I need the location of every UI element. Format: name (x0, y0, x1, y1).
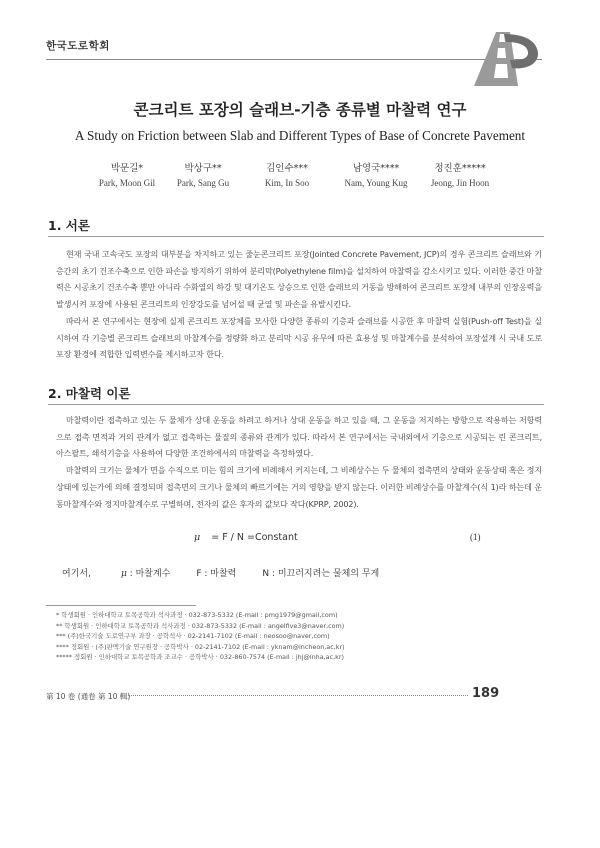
author-name-korean: 박문길* (110, 163, 144, 174)
n-definition: N : 미끄러지려는 물체의 무게 (262, 569, 380, 579)
author (331, 160, 421, 188)
road-perspective-logo-icon (460, 28, 540, 86)
paragraph: 따라서 본 연구에서는 현장에 실제 콘크리트 포장체를 모사한 다양한 종류의 기층과 슬래브를 시공한 후 마찰력 실험(Push-off Test)을 실시하여 각 기층별 콘크리트 슬래브의 마찰계수를 정량화 하고 분리막 시공 유무에 따른 효용성 및 마찰계수를 분석하여 포장설계 시 국내 도로 포장 환경에 적합한 입력변수를 제시하고자 한다. (56, 315, 542, 360)
paragraph: 현재 국내 고속국도 포장의 대부분을 차지하고 있는 줄눈콘크리트 포장(Jointed Concrete Pavement, JCP)의 경우 콘크리트 슬래브와 기층간의 초기 건조수축으로 인한 파손을 방지하기 위하여 분리막(Polyethylene film)을 설치하여 마찰력을 감소시키고 있다. 이러한 중간 마찰력은 시공초기 건조수축 뿐만 아니라 수화열의 하강 및 대기온도 상승으로 인한 슬래브의 거동을 방해하여 콘크리트 포장체 내부의 인장응력을 발생시켜 포장에 사용된 콘크리트의 인장강도를 넘어설 때 균열 및 파손을 유발시킨다. (56, 249, 542, 310)
footnote-divider (46, 605, 196, 606)
author (242, 160, 332, 188)
equation-expression: = F / N =Constant (211, 532, 298, 543)
author-list (82, 160, 522, 192)
footnote: * 학생회원 · 인하대학교 토목공학과 석사과정 · 032-873-5332 (E-mail : pmg1979@gmail,com) (56, 611, 338, 619)
paragraph: 마찰력이란 접촉하고 있는 두 물체가 상대 운동을 하려고 하거나 상대 운동을 하고 있을 때, 그 운동을 저지하는 방향으로 작용하는 저항력으로 접촉 면적과 거의 관계가 없고 접촉하는 물질의 종류와 관계가 있다. 따라서 본 연구에서는 국내외에서 기층으로 시공되는 린 콘크리트, 아스팔트, 쇄석기층을 사용하여 다양한 조건하에서의 마찰력을 측정하였다. (56, 415, 542, 459)
author-name-english: Kim, In Soo (264, 178, 310, 188)
mu-symbol: μ (194, 532, 201, 543)
mu-definition: : 마찰계수 (126, 569, 171, 579)
equation-number: (1) (470, 532, 481, 542)
footnote: ***** 정회원 · 인하대학교 토목공학과 조교수 · 공학박사 · 032-860-7574 (E-mail : jhj@inha,ac,kr) (56, 653, 344, 662)
where-label: 여기서, (62, 569, 91, 579)
friction-equation (194, 532, 298, 543)
section-divider (48, 236, 544, 237)
paper-title-korean: 콘크리트 포장의 슬래브-기층 종류별 마찰력 연구 (133, 101, 467, 119)
footnote: ** 학생회원 · 인하대학교 토목공학과 석사과정 · 032-873-5332 (E-mail : angelfive3@naver,com) (56, 621, 345, 630)
author-name-english: Nam, Young Kug (344, 178, 408, 188)
author-name-korean: 박상구** (184, 163, 222, 174)
paper-title-english: A Study on Friction between Slab and Different Types of Base of Concrete Pavement (74, 128, 526, 143)
author (415, 160, 505, 188)
mu-symbol: μ (120, 569, 127, 579)
author-name-korean: 김인수*** (266, 163, 308, 174)
footnote: *** (주)한국기술 도로연구부 과장 · 공학석사 · 02-2141-7102 (E-mail : neosoo@naver,com) (56, 632, 330, 641)
section-heading-introduction: 1. 서론 (48, 218, 90, 233)
paragraph: 마찰력의 크기는 물체가 면을 수직으로 미는 힘의 크기에 비례해서 커지는데, 그 비례상수는 두 물체의 접촉면의 상태와 운동상태 혹은 정지상태에 있는가에 의해 결정되며 접촉면의 크기나 물체의 빠르기에는 거의 영향을 받지 않는다. 이러한 비례상수를 마찰계수(식 1)라 하는데 운동마찰계수와 정지마찰계수로 구별하며, 전자의 값은 후자의 값보다 작다(KPRP, 2002). (56, 465, 542, 509)
f-definition: F : 마찰력 (196, 569, 237, 579)
author-name-english: Park, Sang Gu (176, 178, 230, 188)
author-footnotes (56, 610, 536, 663)
section-divider (48, 404, 544, 405)
author (158, 160, 248, 188)
society-name: 한국도로학회 (46, 40, 110, 52)
section-heading-friction-theory: 2. 마찰력 이론 (48, 386, 131, 401)
author-name-korean: 남영국**** (352, 163, 400, 174)
author-name-english: Jeong, Jin Hoon (430, 178, 490, 188)
author-name-korean: 정진훈***** (434, 163, 486, 174)
footer-leader (128, 695, 468, 696)
footnote: **** 정회원 · (주)판멕기술 연구원장 · 공학박사 · 02-2141-7102 (E-mail : yknam@incheon,ac,kr) (56, 642, 345, 651)
page-number: 189 (472, 686, 500, 701)
introduction-body (56, 246, 542, 363)
variable-definitions (62, 566, 379, 579)
friction-theory-body (56, 412, 542, 512)
journal-volume: 第 10 卷 (通卷 第 10 輯) (46, 692, 131, 701)
author-name-english: Park, Moon Gil (98, 178, 156, 188)
